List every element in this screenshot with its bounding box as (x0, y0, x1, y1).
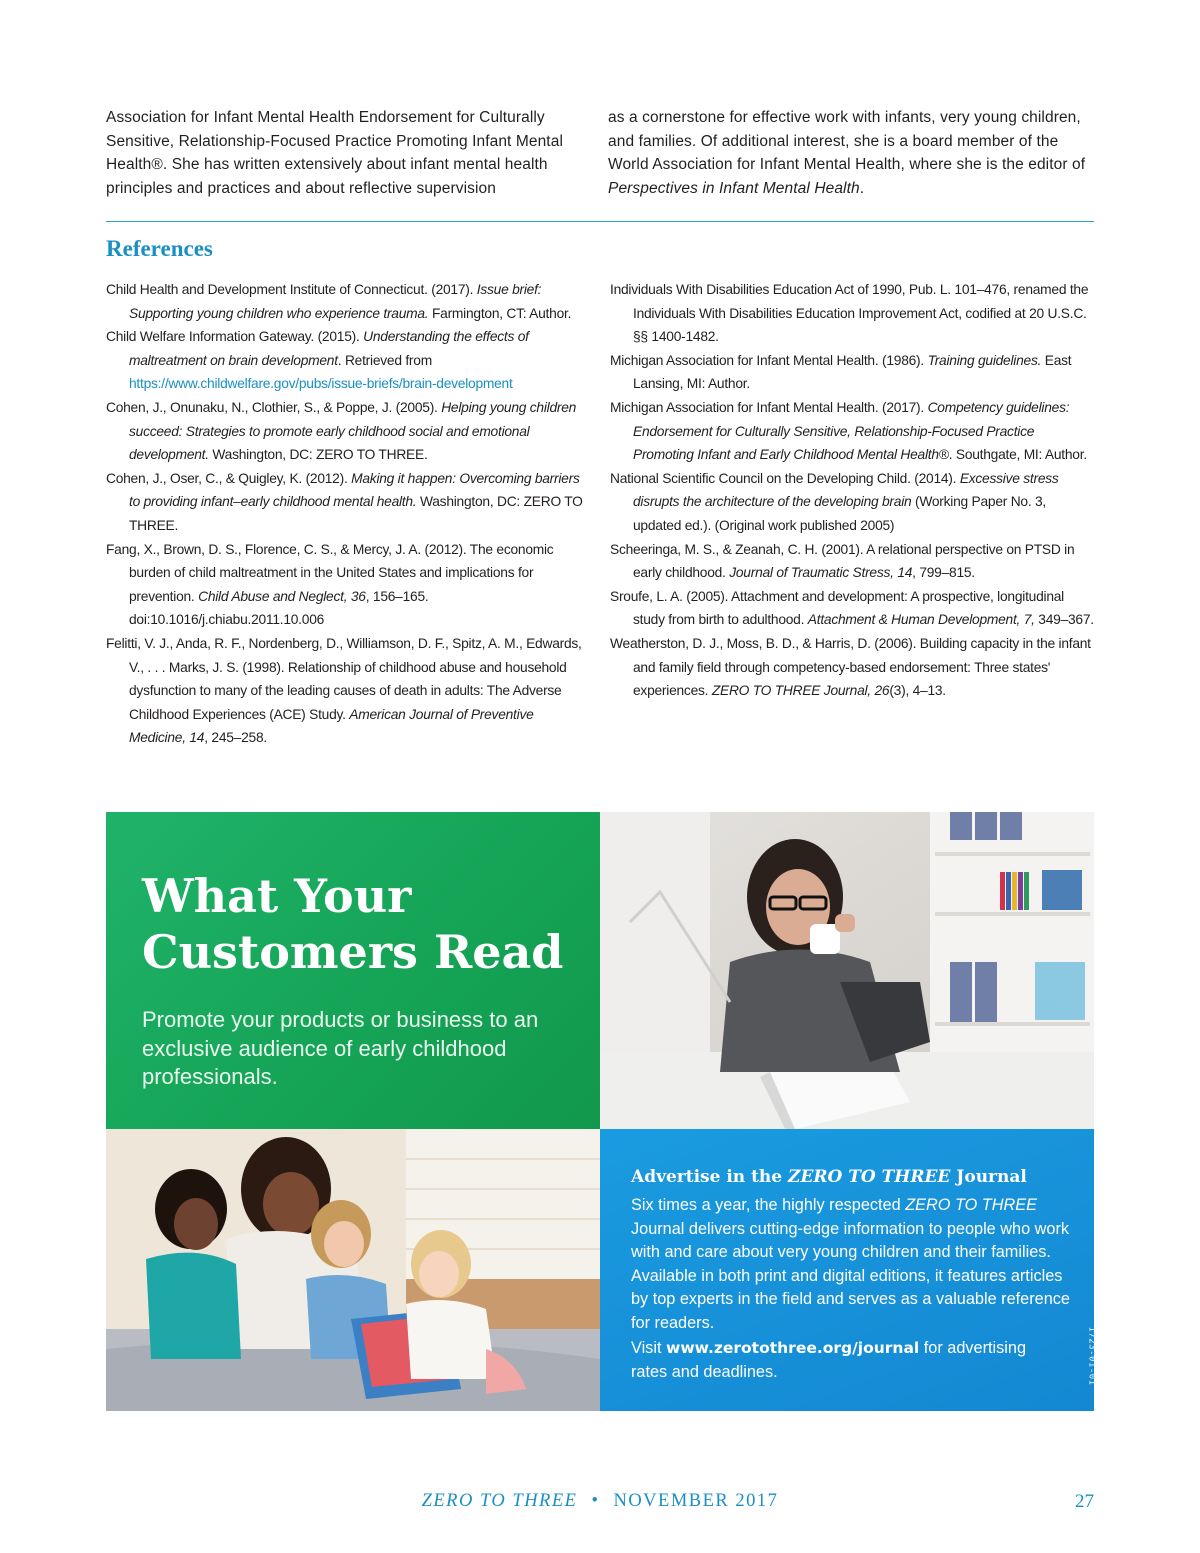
footer-separator: • (591, 1491, 600, 1511)
ad-info-heading: Advertise in the ZERO TO THREE Journal (631, 1167, 1027, 1187)
reference-entry: Michigan Association for Infant Mental Health. (1986). Training guidelines. East Lansing, MI: Author. (610, 352, 1072, 392)
section-divider (106, 221, 1094, 222)
reference-entry: Michigan Association for Infant Mental Health. (2017). Competency guidelines: Endorsement for Culturally Sensitive, Relationship-Focused Practice Promoting Infant and Early Childhood Mental Health®. Southgate, MI: Author. (610, 399, 1087, 463)
references-left-column (106, 278, 590, 750)
reference-entry: Fang, X., Brown, D. S., Florence, C. S., & Mercy, J. A. (2012). The economic burden of child maltreatment in the United States and implications for prevention. Child Abuse and Neglect, 36, 156–165. doi:10.1016/j.chiabu.2011.10.006 (106, 541, 554, 628)
reference-entry: Scheeringa, M. S., & Zeanah, C. H. (2001). A relational perspective on PTSD in early childhood. Journal of Traumatic Stress, 14, 799–815. (610, 541, 1075, 581)
journal-url-link[interactable]: www.zerotothree.org/journal (666, 1339, 920, 1357)
references-right-column (610, 278, 1094, 750)
bio-right-paragraph: as a cornerstone for effective work with infants, very young children, and families. Of additional interest, she is a board member of the World Association for Infant Mental Health, where she is the editor of Perspectives in Infant Mental Health. (608, 109, 1086, 197)
journal-advertisement (106, 812, 1097, 1411)
page-footer (106, 1491, 1094, 1515)
bio-left-paragraph: Association for Infant Mental Health Endorsement for Culturally Sensitive, Relationship-Focused Practice Promoting Infant Mental Health®. She has written extensively about infant mental health principles and practices and about reflective supervision (106, 109, 563, 197)
reference-entry: Weatherston, D. J., Moss, B. D., & Harris, D. (2006). Building capacity in the infant and family field through competency-based endorsement: Three states' experiences. ZERO TO THREE Journal, 26(3), 4–13. (610, 635, 1091, 699)
bio-section (106, 106, 1094, 200)
reference-link[interactable]: https://www.childwelfare.gov/pubs/issue-briefs/brain-development (129, 376, 513, 392)
reference-entry: Cohen, J., Oser, C., & Quigley, K. (2012). Making it happen: Overcoming barriers to providing infant–early childhood mental health. Washington, DC: ZERO TO THREE. (106, 470, 583, 533)
ad-headline-panel (106, 812, 600, 1129)
footer-issue: NOVEMBER 2017 (613, 1491, 779, 1511)
footer-journal-name: ZERO TO THREE (421, 1491, 578, 1511)
reference-entry: Cohen, J., Onunaku, N., Clothier, S., & Poppe, J. (2005). Helping young children succeed: Strategies to promote early childhood social and emotional development. Washington, DC: ZERO TO THREE. (106, 399, 577, 463)
ad-visit-text: Visit www.zerotothree.org/journal for advertising rates and deadlines. (631, 1339, 1027, 1381)
page-number: 27 (1075, 1491, 1094, 1512)
ad-subtitle: Promote your products or business to an exclusive audience of early childhood professionals. (142, 1007, 539, 1089)
ad-info-panel (600, 1129, 1097, 1411)
woman-reading-photo (600, 812, 1094, 1129)
references-list (106, 278, 1094, 750)
reference-entry: Sroufe, L. A. (2005). Attachment and development: A prospective, longitudinal study from birth to adulthood. Attachment & Human Development, 7, 349–367. (610, 588, 1094, 628)
children-reading-photo (106, 1129, 600, 1411)
footer-masthead (106, 1491, 1094, 1512)
references-heading: References (106, 236, 213, 261)
reference-entry: Individuals With Disabilities Education Act of 1990, Pub. L. 101–476, renamed the Individuals With Disabilities Education Improvement Act, codified at 20 U.S.C. §§ 1400-1482. (610, 282, 1089, 345)
reference-entry: Child Welfare Information Gateway. (2015). Understanding the effects of maltreatment on brain development. Retrieved from https://www.childwelfare.gov/pubs/issue-briefs/brain-development (106, 329, 529, 392)
ad-code: 1723-01-01 (1086, 1326, 1097, 1386)
ad-title: What Your Customers Read (142, 869, 564, 979)
reference-entry: National Scientific Council on the Developing Child. (2014). Excessive stress disrupts the architecture of the developing brain (Working Paper No. 3, updated ed.). (Original work published 2005) (610, 470, 1059, 533)
reference-entry: Felitti, V. J., Anda, R. F., Nordenberg, D., Williamson, D. F., Spitz, A. M., Edwards, V., . . . Marks, J. S. (1998). Relationship of childhood abuse and household dysfunction to many of the leading causes of death in adults: The Adverse Childhood Experiences (ACE) Study. American Journal of Preventive Medicine, 14, 245–258. (106, 635, 582, 746)
reference-entry: Child Health and Development Institute of Connecticut. (2017). Issue brief: Supporting young children who experience trauma. Farmington, CT: Author. (106, 282, 572, 321)
ad-info-body: Six times a year, the highly respected ZERO TO THREE Journal delivers cutting-edge information to people who work with and care about very young children and their families. Available in both print and digital editions, it features articles by top experts in the field and serves as a valuable reference for readers. (631, 1196, 1070, 1332)
